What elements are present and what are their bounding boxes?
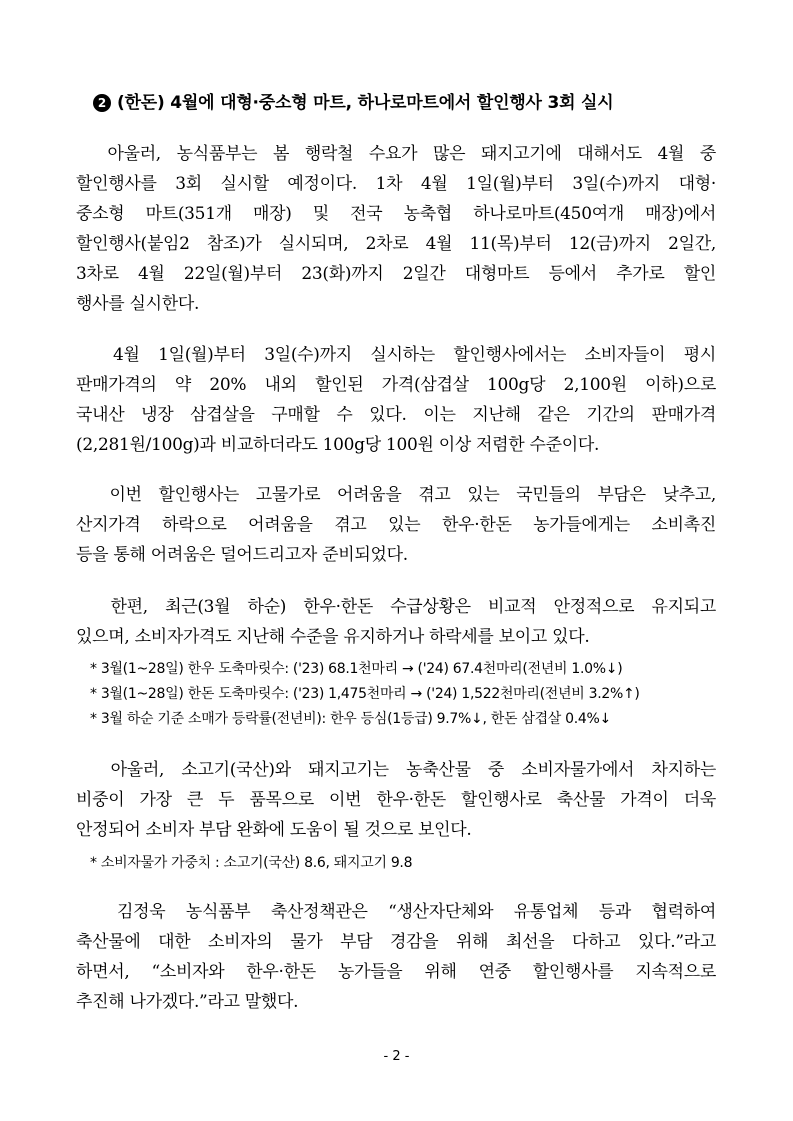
- paragraph-line: 하면서, “소비자와 한우·한돈 농가들을 위해 연중 할인행사를 지속적으로: [76, 962, 716, 982]
- paragraph-line: 국내산 냉장 삼겹살을 구매할 수 있다. 이는 지난해 같은 기간의 판매가격: [76, 405, 716, 425]
- paragraph-cpi-weight: [76, 755, 716, 845]
- footnote-item: * 3월 하순 기준 소매가 등락률(전년비): 한우 등심(1등급) 9.7%↓, 한돈 삼겹살 0.4%↓: [90, 711, 611, 727]
- paragraph-line: 아울러, 소고기(국산)와 돼지고기는 농축산물 중 소비자물가에서 차지하는: [76, 760, 716, 780]
- paragraph-line: 4월 1일(월)부터 3일(수)까지 실시하는 할인행사에서는 소비자들이 평시: [76, 345, 716, 365]
- paragraph-line: 등을 통해 어려움은 덜어드리고자 준비되었다.: [76, 545, 408, 565]
- paragraph-line: 안정되어 소비자 부담 완화에 도움이 될 것으로 보인다.: [76, 820, 472, 840]
- footnote-item: * 3월(1~28일) 한우 도축마릿수: ('23) 68.1천마리 → ('24) 67.4천마리(전년비 1.0%↓): [90, 661, 623, 677]
- section-title-text: (한돈) 4월에 대형·중소형 마트, 하나로마트에서 할인행사 3회 실시: [117, 93, 614, 113]
- page-number: - 2 -: [383, 1049, 410, 1064]
- paragraph-line: 추진해 나가겠다.”라고 말했다.: [76, 992, 299, 1012]
- paragraph-line: 있으며, 소비자가격도 지난해 수준을 유지하거나 하락세를 보이고 있다.: [76, 627, 590, 647]
- paragraph-line: 김정욱 농식품부 축산정책관은 “생산자단체와 유통업체 등과 협력하여: [76, 902, 716, 922]
- paragraph-line: 판매가격의 약 20% 내외 할인된 가격(삼겹살 100g당 2,100원 이하)으로: [76, 375, 716, 395]
- paragraph-line: 할인행사(붙임2 참조)가 실시되며, 2차로 4월 11(목)부터 12(금)까지 2일간,: [76, 234, 716, 254]
- paragraph-line: 행사를 실시한다.: [76, 294, 200, 314]
- paragraph-line: 비중이 가장 큰 두 품목으로 이번 한우·한돈 할인행사로 축산물 가격이 더욱: [76, 790, 716, 810]
- paragraph-line: 3차로 4월 22일(월)부터 23(화)까지 2일간 대형마트 등에서 추가로 할인: [76, 264, 716, 284]
- section-title: [93, 91, 733, 115]
- paragraph-line: 할인행사를 3회 실시할 예정이다. 1차 4월 1일(월)부터 3일(수)까지 대형·: [76, 174, 716, 194]
- paragraph-purpose: [76, 480, 716, 570]
- paragraph-line: 이번 할인행사는 고물가로 어려움을 겪고 있는 국민들의 부담은 낮추고,: [76, 485, 716, 505]
- paragraph-line: 축산물에 대한 소비자의 물가 부담 경감을 위해 최선을 다하고 있다.”라고: [76, 932, 716, 952]
- paragraph-line: (2,281원/100g)과 비교하더라도 100g당 100원 이상 저렴한 수준이다.: [76, 435, 600, 455]
- paragraph-supply-status: [76, 592, 716, 652]
- paragraph-line: 아울러, 농식품부는 봄 행락철 수요가 많은 돼지고기에 대해서도 4월 중: [76, 144, 716, 164]
- footnotes-supply-statistics: [90, 657, 730, 732]
- paragraph-discount-schedule: [76, 139, 716, 319]
- paragraph-line: 산지가격 하락으로 어려움을 겪고 있는 한우·한돈 농가들에게는 소비촉진: [76, 515, 716, 535]
- footnote-cpi-weights: [90, 851, 730, 876]
- footnote-item: * 3월(1~28일) 한돈 도축마릿수: ('23) 1,475천마리 → ('24) 1,522천마리(전년비 3.2%↑): [90, 686, 640, 702]
- section-number-badge: 2: [93, 94, 111, 112]
- paragraph-official-quote: [76, 897, 716, 1017]
- paragraph-line: 한편, 최근(3월 하순) 한우·한돈 수급상황은 비교적 안정적으로 유지되고: [76, 597, 716, 617]
- footnote-item: * 소비자물가 가중치 : 소고기(국산) 8.6, 돼지고기 9.8: [90, 855, 413, 871]
- paragraph-line: 중소형 마트(351개 매장) 및 전국 농축협 하나로마트(450여개 매장)에서: [76, 204, 716, 224]
- paragraph-price-info: [76, 340, 716, 460]
